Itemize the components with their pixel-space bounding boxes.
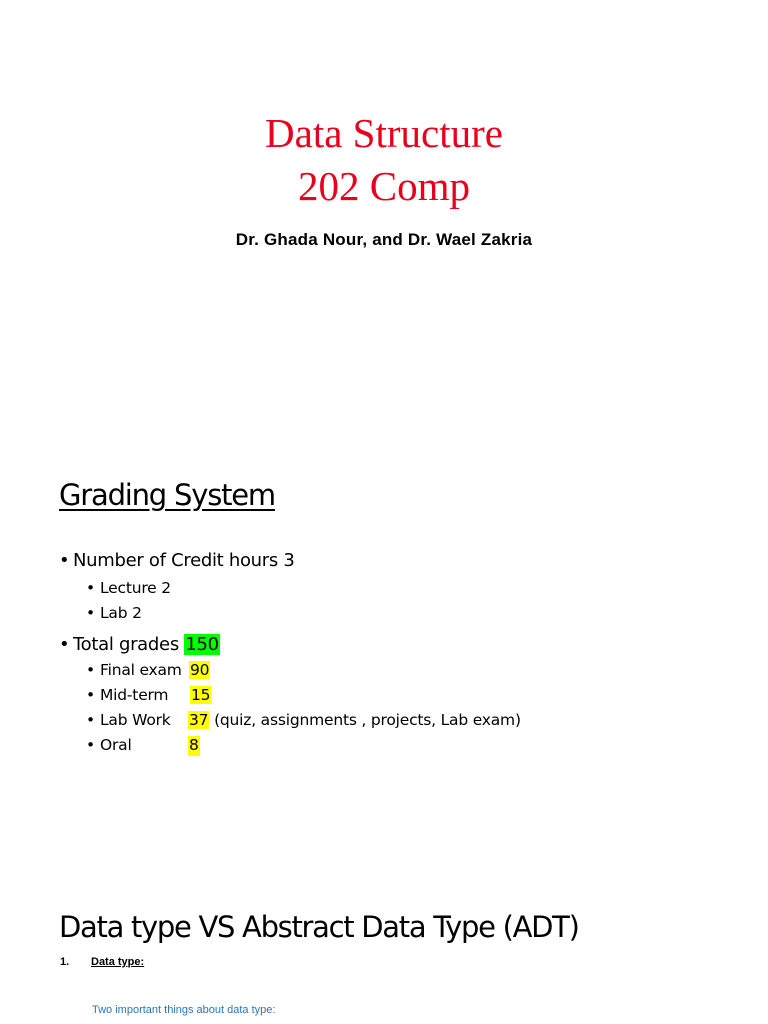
bullet-dot-icon: •: [86, 736, 95, 754]
bullet-dot-icon: •: [86, 711, 95, 729]
bullet-lecture: [86, 579, 171, 597]
total-grades-label: Total grades: [73, 634, 179, 655]
list-item-data-type: [60, 956, 144, 968]
bullet-dot-icon: •: [86, 686, 95, 704]
bullet-mid-term: [86, 686, 211, 704]
lab-work-value: 37: [189, 711, 209, 729]
bullet-credit-hours: [59, 550, 295, 571]
item-number: 1.: [60, 956, 70, 968]
bullet-dot-icon: •: [59, 634, 70, 655]
item-label: Data type:: [91, 956, 145, 968]
bullet-dot-icon: •: [86, 579, 95, 597]
lecture-text: Lecture 2: [100, 579, 171, 597]
lab-work-note: (quiz, assignments , projects, Lab exam): [214, 711, 521, 729]
lab-text: Lab 2: [100, 604, 142, 622]
bullet-final-exam: [86, 661, 210, 679]
oral-label: Oral: [100, 736, 132, 754]
title-line-1: Data Structure: [265, 110, 503, 156]
authors-line: Dr. Ghada Nour, and Dr. Wael Zakria: [235, 230, 533, 249]
bullet-lab-work: [86, 711, 521, 729]
lab-work-label: Lab Work: [100, 711, 171, 729]
mid-term-label: Mid-term: [100, 686, 169, 704]
total-grades-value: 150: [185, 634, 219, 655]
grading-heading: Grading System: [59, 478, 275, 512]
credit-hours-text: Number of Credit hours 3: [73, 550, 295, 571]
title-line-2: 202 Comp: [298, 163, 470, 209]
oral-value: 8: [189, 736, 199, 754]
final-exam-value: 90: [190, 661, 210, 679]
bullet-oral: [86, 736, 200, 756]
bullet-dot-icon: •: [86, 661, 95, 679]
adt-heading: Data type VS Abstract Data Type (ADT): [59, 910, 579, 944]
bullet-total-grades: [59, 634, 220, 655]
mid-term-value: 15: [191, 686, 211, 704]
bullet-lab: [86, 604, 142, 622]
bullet-dot-icon: •: [86, 604, 95, 622]
bullet-dot-icon: •: [59, 550, 70, 571]
final-exam-label: Final exam: [100, 661, 182, 679]
data-type-subtext: Two important things about data type:: [92, 1004, 276, 1016]
